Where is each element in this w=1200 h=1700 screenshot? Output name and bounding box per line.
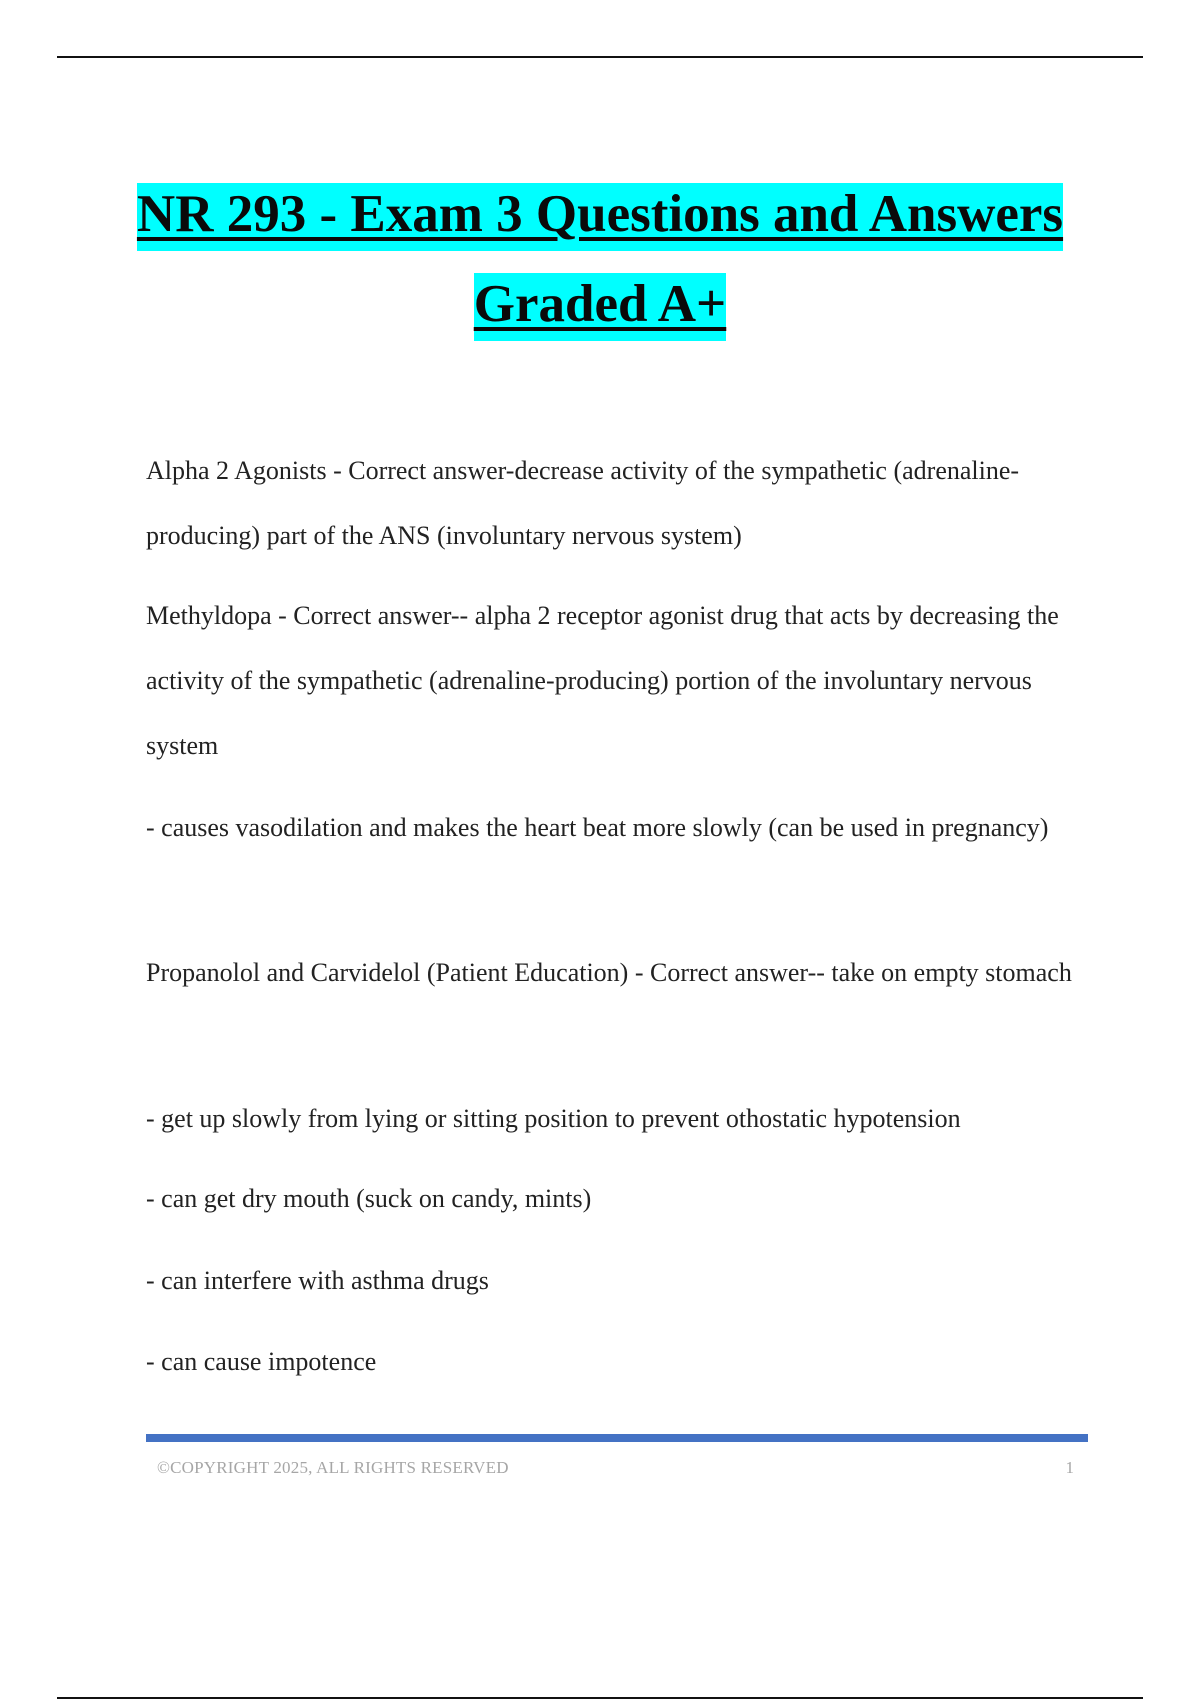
paragraph-get-up-slowly: - get up slowly from lying or sitting position to prevent othostatic hypotension: [146, 1104, 961, 1133]
footer-copyright: ©COPYRIGHT 2025, ALL RIGHTS RESERVED: [157, 1458, 509, 1477]
paragraph-vasodilation-note: - causes vasodilation and makes the heart beat more slowly (can be used in pregnancy): [146, 813, 1049, 842]
document-title-line-1: [0, 185, 1200, 243]
header-divider: [57, 56, 1143, 58]
footer-page-number: 1: [1065, 1458, 1074, 1477]
paragraph-impotence: - can cause impotence: [146, 1347, 377, 1376]
paragraph-alpha-2-agonists: Alpha 2 Agonists - Correct answer-decrease activity of the sympathetic (adrenaline-producing) part of the ANS (involuntary nervous system): [146, 456, 1020, 550]
page-bottom-divider: [57, 1697, 1143, 1699]
paragraph-dry-mouth: - can get dry mouth (suck on candy, mints): [146, 1184, 592, 1213]
paragraph-asthma-drugs: - can interfere with asthma drugs: [146, 1266, 489, 1295]
document-title-text-2: Graded A+: [474, 273, 727, 341]
footer-bar: [146, 1434, 1088, 1442]
paragraph-methyldopa: Methyldopa - Correct answer-- alpha 2 receptor agonist drug that acts by decreasing the activity of the sympathetic (adrenaline-producing) portion of the involuntary nervous system: [146, 601, 1059, 760]
paragraph-propanolol-carvidelol: Propanolol and Carvidelol (Patient Education) - Correct answer-- take on empty stomach: [146, 958, 1072, 987]
document-title-text-1: NR 293 - Exam 3 Questions and Answers: [137, 183, 1063, 251]
document-title-line-2: [0, 275, 1200, 333]
